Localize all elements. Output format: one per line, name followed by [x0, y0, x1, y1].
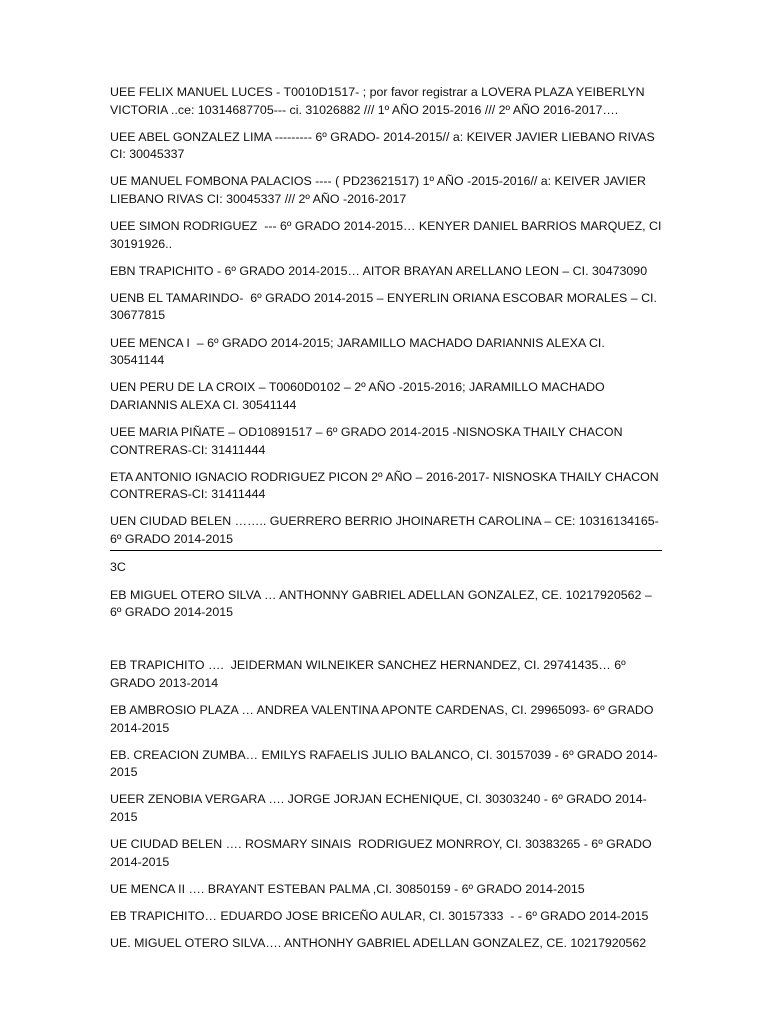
- entry-ue-ciudad-belen: UE CIUDAD BELEN …. ROSMARY SINAIS RODRIGUEZ MONRROY, CI. 30383265 - 6º GRADO 2014-2015: [110, 837, 656, 869]
- entry-miguel-otero-silva-first: EB MIGUEL OTERO SILVA … ANTHONNY GABRIEL ADELLAN GONZALEZ, CE. 10217920562 – 6º GRADO 2014-2015: [110, 587, 656, 620]
- entry-eb-trapichito-eduardo: EB TRAPICHITO… EDUARDO JOSE BRICEÑO AULAR, CI. 30157333 - - 6º GRADO 2014-2015: [110, 908, 649, 923]
- entry-creacion-zumba: EB. CREACION ZUMBA… EMILYS RAFAELIS JULIO BALANCO, CI. 30157039 - 6º GRADO 2014-2015: [110, 747, 658, 780]
- entry-zenobia-vergara: UEER ZENOBIA VERGARA …. JORGE JORJAN ECHENIQUE, CI. 30303240 - 6º GRADO 2014-2015: [110, 792, 647, 824]
- entry-eb-trapichito-jeiderman: EB TRAPICHITO …. JEIDERMAN WILNEIKER SANCHEZ HERNANDEZ, CI. 29741435… 6º GRADO 2013-2014: [110, 658, 630, 690]
- entry-menca-ii: UE MENCA II …. BRAYANT ESTEBAN PALMA ,CI. 30850159 - 6º GRADO 2014-2015: [110, 881, 585, 896]
- entry-antonio-ignacio-rodriguez-picon: ETA ANTONIO IGNACIO RODRIGUEZ PICON 2º AÑO – 2016-2017- NISNOSKA THAILY CHACON CONTRERAS-CI: 31411444: [110, 469, 663, 502]
- entry-el-tamarindo: UENB EL TAMARINDO- 6º GRADO 2014-2015 – ENYERLIN ORIANA ESCOBAR MORALES – CI. 30677815: [110, 290, 661, 323]
- entry-peru-de-la-croix: UEN PERU DE LA CROIX – T0060D0102 – 2º AÑO -2015-2016; JARAMILLO MACHADO DARIANNIS ALEXA CI. 30541144: [110, 380, 609, 412]
- entry-maria-pinate: UEE MARIA PIÑATE – OD10891517 – 6º GRADO 2014-2015 -NISNOSKA THAILY CHACON CONTRERAS-CI: 31411444: [110, 424, 626, 457]
- blank-line: [110, 631, 662, 657]
- entry-felix-manuel-luces: UEE FELIX MANUEL LUCES - T0010D1517- ; por favor registrar a LOVERA PLAZA YEIBERLYN VICTORIA ..ce: 10314687705--- ci. 31026882 /// 1º AÑO 2015-2016 /// 2º AÑO 2016-2017….: [110, 85, 649, 117]
- entry-menca-i: UEE MENCA I – 6º GRADO 2014-2015; JARAMILLO MACHADO DARIANNIS ALEXA CI. 30541144: [110, 335, 609, 368]
- entry-simon-rodriguez: UEE SIMON RODRIGUEZ --- 6º GRADO 2014-2015… KENYER DANIEL BARRIOS MARQUEZ, CI 30191926..: [110, 219, 665, 251]
- entry-miguel-otero-silva-second: UE. MIGUEL OTERO SILVA…. ANTHONHY GABRIEL ADELLAN GONZALEZ, CE. 10217920562: [110, 935, 647, 950]
- entry-ciudad-belen: UEN CIUDAD BELEN …….. GUERRERO BERRIO JHOINARETH CAROLINA – CE: 10316134165- 6º GRADO 2014-2015: [110, 514, 663, 546]
- entry-ambrosio-plaza: EB AMBROSIO PLAZA … ANDREA VALENTINA APONTE CARDENAS, CI. 29965093- 6º GRADO 2014-2015: [110, 702, 657, 735]
- entry-manuel-fombona-palacios: UE MANUEL FOMBONA PALACIOS ---- ( PD23621517) 1º AÑO -2015-2016// a: KEIVER JAVIER LIEBANO RIVAS CI: 30045337 /// 2º AÑO -2016-2017: [110, 174, 650, 206]
- section-label: 3C: [110, 560, 126, 575]
- entry-abel-gonzalez-lima: UEE ABEL GONZALEZ LIMA --------- 6º GRADO- 2014-2015// a: KEIVER JAVIER LIEBANO RIVAS CI: 30045337: [110, 129, 659, 162]
- horizontal-rule: [110, 550, 662, 551]
- document-body: [110, 84, 665, 962]
- entry-ebn-trapichito: EBN TRAPICHITO - 6º GRADO 2014-2015… AITOR BRAYAN ARELLANO LEON – CI. 30473090: [110, 263, 648, 278]
